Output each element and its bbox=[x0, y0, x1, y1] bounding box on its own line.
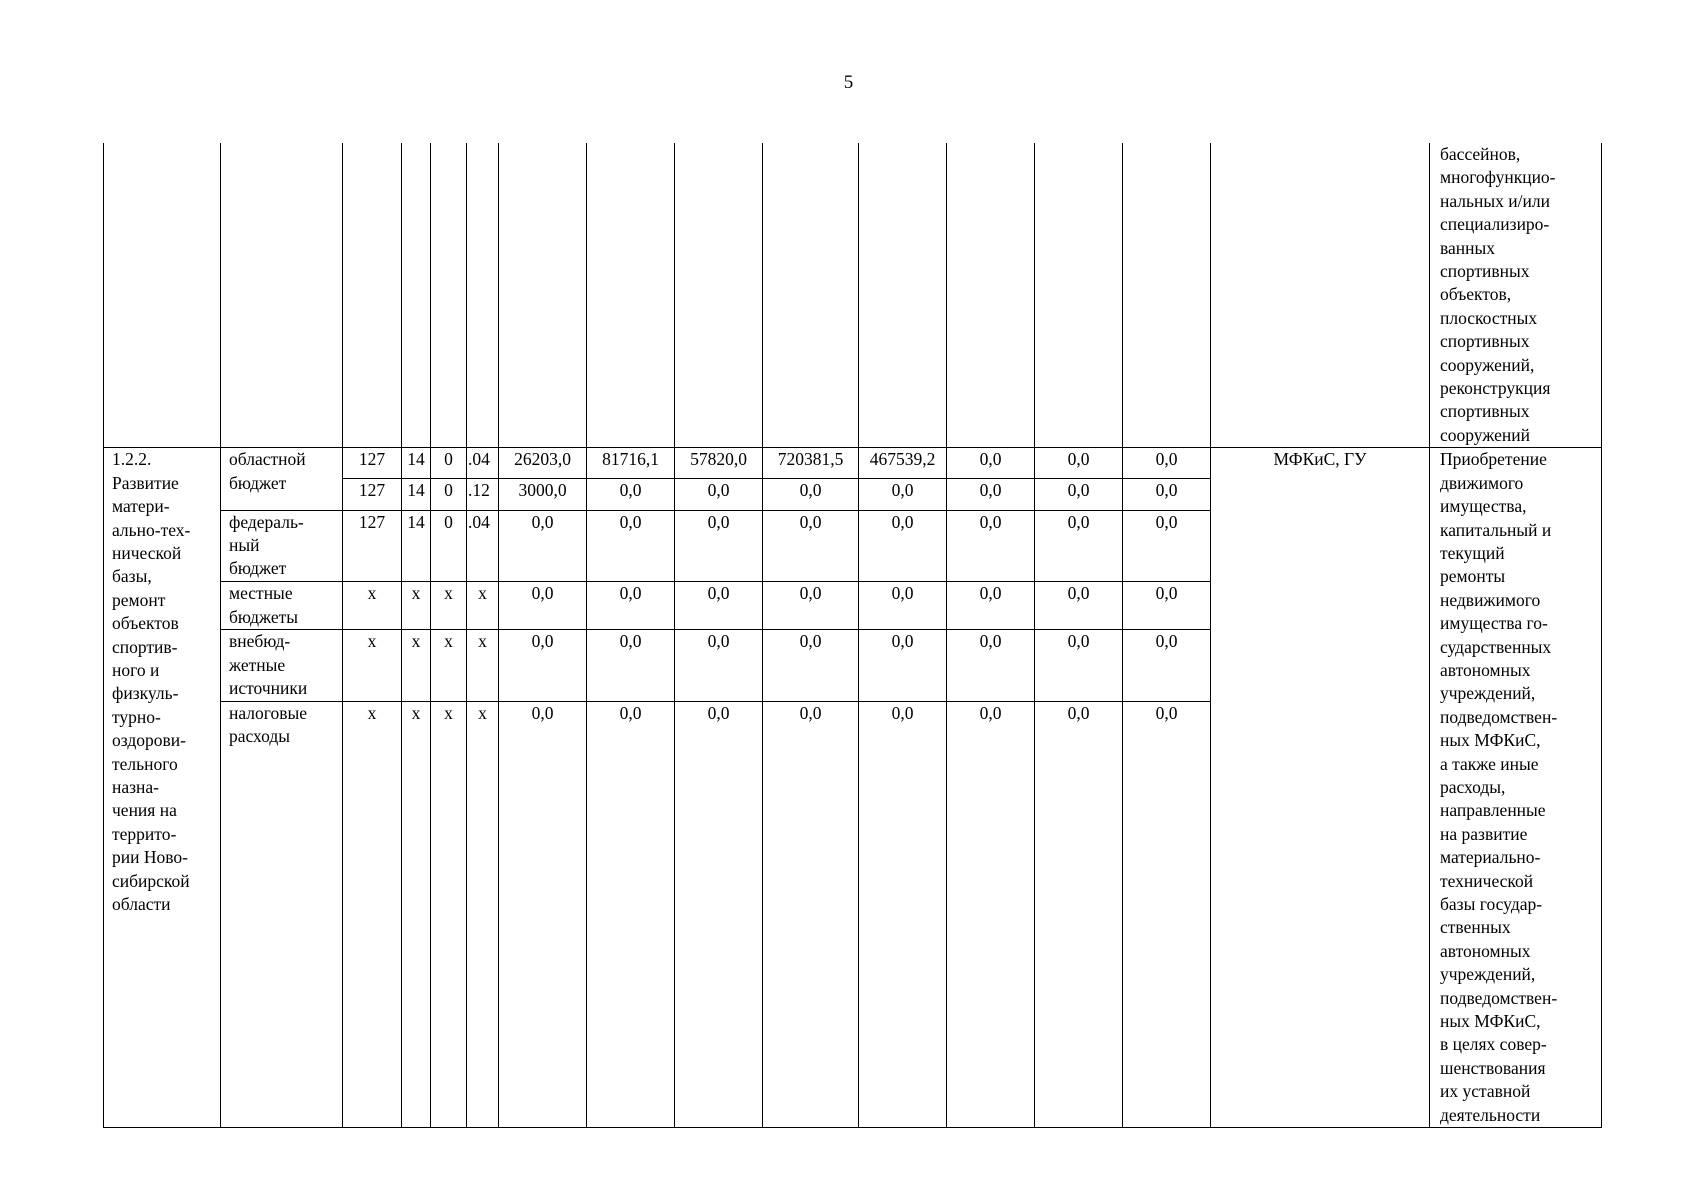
executor: МФКиС, ГУ bbox=[1211, 448, 1430, 1128]
value-year-6: 0,0 bbox=[947, 448, 1035, 479]
value-year-4: 0,0 bbox=[763, 479, 859, 510]
value-year-7: 0,0 bbox=[1035, 510, 1123, 582]
value-year-1: 0,0 bbox=[499, 510, 587, 582]
value-year-7: 0,0 bbox=[1035, 479, 1123, 510]
value-year-6: 0,0 bbox=[947, 479, 1035, 510]
code-csr: х bbox=[467, 701, 499, 1127]
value-year-8: 0,0 bbox=[1123, 479, 1211, 510]
value-year-2: 0,0 bbox=[587, 479, 675, 510]
page-number: 5 bbox=[843, 72, 854, 93]
code-grbs: 127 bbox=[343, 479, 402, 510]
code-csr: х bbox=[467, 582, 499, 630]
funding-source: местные бюджеты bbox=[229, 583, 299, 627]
value-year-7: 0,0 bbox=[1035, 630, 1123, 702]
measure-title: 1.2.2. Развитие матери- ально-тех- нической базы, ремонт объектов спортив- ного и физкуль- турно- оздорови- тельного назна- чения на террито- рии Ново- сибирской области bbox=[112, 449, 191, 914]
code-pr: 0 bbox=[431, 479, 467, 510]
value-year-1: 26203,0 bbox=[499, 448, 587, 479]
code-csr: х bbox=[467, 630, 499, 702]
funding-source: налоговые расходы bbox=[229, 702, 308, 747]
value-year-2: 81716,1 bbox=[587, 448, 675, 479]
value-year-3: 0,0 bbox=[675, 701, 763, 1127]
value-year-6: 0,0 bbox=[947, 582, 1035, 630]
value-year-5: 0,0 bbox=[859, 510, 947, 582]
value-year-7: 0,0 bbox=[1035, 582, 1123, 630]
value-year-1: 3000,0 bbox=[499, 479, 587, 510]
funding-source: внебюд- жетные источники bbox=[229, 631, 308, 699]
continued-row bbox=[104, 143, 1602, 448]
value-year-3: 57820,0 bbox=[675, 448, 763, 479]
funding-source: областной бюджет bbox=[229, 449, 306, 493]
code-csr: .04 bbox=[467, 448, 499, 479]
code-rz: х bbox=[402, 630, 431, 702]
value-year-6: 0,0 bbox=[947, 510, 1035, 582]
value-year-4: 720381,5 bbox=[763, 448, 859, 479]
value-year-7: 0,0 bbox=[1035, 448, 1123, 479]
value-year-8: 0,0 bbox=[1123, 510, 1211, 582]
code-rz: 14 bbox=[402, 448, 431, 479]
value-year-1: 0,0 bbox=[499, 701, 587, 1127]
value-year-5: 0,0 bbox=[859, 701, 947, 1127]
code-rz: 14 bbox=[402, 510, 431, 582]
value-year-5: 467539,2 bbox=[859, 448, 947, 479]
value-year-5: 0,0 bbox=[859, 582, 947, 630]
value-year-8: 0,0 bbox=[1123, 701, 1211, 1127]
code-csr: .12 bbox=[467, 479, 499, 510]
code-pr: 0 bbox=[431, 448, 467, 479]
value-year-3: 0,0 bbox=[675, 510, 763, 582]
code-pr: 0 bbox=[431, 510, 467, 582]
value-year-4: 0,0 bbox=[763, 630, 859, 702]
value-year-4: 0,0 bbox=[763, 701, 859, 1127]
code-pr: х bbox=[431, 630, 467, 702]
funding-source: федераль- ный бюджет bbox=[229, 511, 304, 579]
value-year-4: 0,0 bbox=[763, 582, 859, 630]
value-year-1: 0,0 bbox=[499, 630, 587, 702]
code-pr: х bbox=[431, 701, 467, 1127]
code-pr: х bbox=[431, 582, 467, 630]
value-year-1: 0,0 bbox=[499, 582, 587, 630]
value-year-5: 0,0 bbox=[859, 479, 947, 510]
code-grbs: х bbox=[343, 630, 402, 702]
value-year-6: 0,0 bbox=[947, 701, 1035, 1127]
value-year-2: 0,0 bbox=[587, 701, 675, 1127]
value-year-7: 0,0 bbox=[1035, 701, 1123, 1127]
code-csr: .04 bbox=[467, 510, 499, 582]
code-grbs: 127 bbox=[343, 448, 402, 479]
value-year-2: 0,0 bbox=[587, 630, 675, 702]
code-rz: х bbox=[402, 582, 431, 630]
value-year-4: 0,0 bbox=[763, 510, 859, 582]
expected-result: Приобретение движимого имущества, капитальный и текущий ремонты недвижимого имущества го- сударственных автономных учреждений, подведомствен- ных МФКиС, а также иные расходы, направленные на развитие материально- технической базы государ- ственных автономных учреждений, подведомствен- ных МФКиС, в целях совер- шенствования их уставной деятельности bbox=[1440, 449, 1558, 1125]
code-grbs: 127 bbox=[343, 510, 402, 582]
code-rz: х bbox=[402, 701, 431, 1127]
value-year-3: 0,0 bbox=[675, 630, 763, 702]
value-year-3: 0,0 bbox=[675, 479, 763, 510]
value-year-8: 0,0 bbox=[1123, 448, 1211, 479]
value-year-8: 0,0 bbox=[1123, 582, 1211, 630]
code-rz: 14 bbox=[402, 479, 431, 510]
value-year-3: 0,0 bbox=[675, 582, 763, 630]
program-measures-table bbox=[103, 143, 1602, 1128]
value-year-2: 0,0 bbox=[587, 510, 675, 582]
value-year-2: 0,0 bbox=[587, 582, 675, 630]
value-year-6: 0,0 bbox=[947, 630, 1035, 702]
code-grbs: х bbox=[343, 701, 402, 1127]
table-row bbox=[104, 448, 1602, 479]
continued-result-text: бассейнов, многофункцио- нальных и/или специализиро- ванных спортивных объектов, плоскостных спортивных сооружений, реконструкция спортивных сооружений bbox=[1440, 144, 1556, 445]
value-year-8: 0,0 bbox=[1123, 630, 1211, 702]
value-year-5: 0,0 bbox=[859, 630, 947, 702]
code-grbs: х bbox=[343, 582, 402, 630]
